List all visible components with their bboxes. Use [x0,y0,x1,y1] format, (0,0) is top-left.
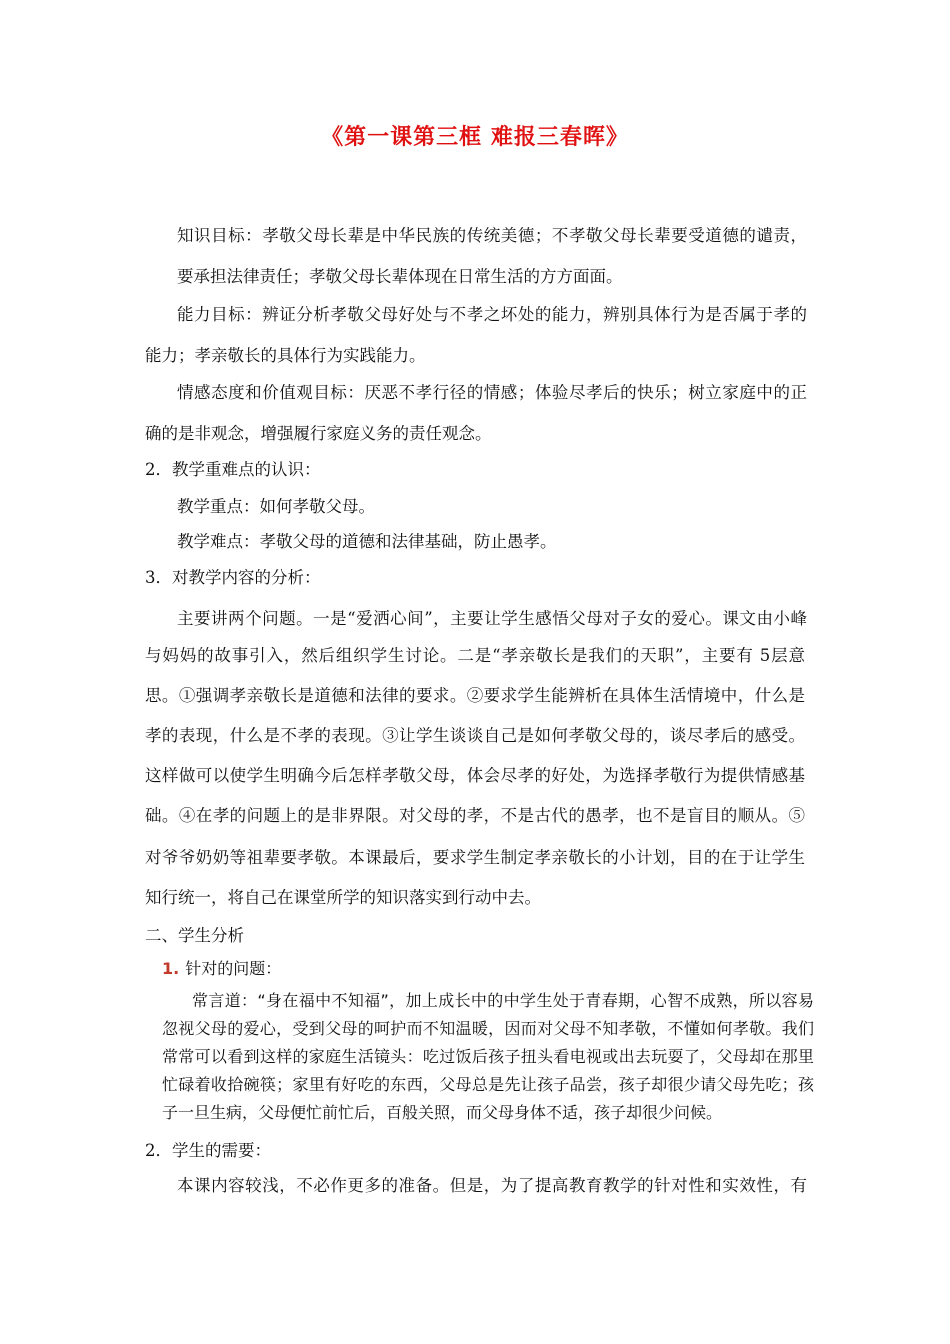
section-2-heading: 2．教学重难点的认识： [145,460,321,479]
analysis-line-2: 与妈妈的故事引入，然后组织学生讨论。二是“孝亲敬长是我们的天职”，主要有 5层意 [145,646,805,665]
inset-line-5: 子一旦生病，父母便忙前忙后，百般关照，而父母身体不适，孩子却很少问候。 [162,1103,723,1122]
analysis-line-5: 这样做可以使学生明确今后怎样孝敬父母，体会尽孝的好处，为选择孝敬行为提供情感基 [145,766,805,785]
inset-heading [162,956,281,979]
document-title: 《第一课第三框 难报三春晖》 [321,125,629,150]
ability-objective-line-2: 能力；孝亲敬长的具体行为实践能力。 [145,346,426,365]
teaching-key-point: 教学重点：如何孝敬父母。 [177,497,375,516]
student-needs-heading: 2．学生的需要： [145,1141,271,1160]
teaching-difficult-point: 教学难点：孝敬父母的道德和法律基础，防止愚孝。 [177,532,557,551]
inset-line-2: 忽视父母的爱心，受到父母的呵护而不知温暖，因而对父母不知孝敬，不懂如何孝敬。我们 [162,1019,814,1038]
inset-line-3: 常常可以看到这样的家庭生活镜头：吃过饭后孩子扭头看电视或出去玩耍了，父母却在那里 [162,1047,814,1066]
emotion-objective-line-2: 确的是非观念，增强履行家庭义务的责任观念。 [145,424,492,443]
analysis-line-4: 孝的表现，什么是不孝的表现。③让学生谈谈自己是如何孝敬父母的，谈尽孝后的感受。 [145,726,805,745]
inset-heading-text: 针对的问题： [185,959,282,978]
knowledge-objective-line-1: 知识目标：孝敬父母长辈是中华民族的传统美德；不孝敬父母长辈要受道德的谴责， [177,226,807,245]
analysis-line-6: 础。④在孝的问题上的是非界限。对父母的孝，不是古代的愚孝，也不是盲目的顺从。⑤ [145,806,805,825]
student-needs-line-1: 本课内容较浅，不必作更多的准备。但是，为了提高教育教学的针对性和实效性，有 [177,1176,807,1195]
inset-number: 1. [162,959,180,978]
ability-objective-line-1: 能力目标：辨证分析孝敬父母好处与不孝之坏处的能力，辨别具体行为是否属于孝的 [177,305,807,324]
emotion-objective-line-1: 情感态度和价值观目标：厌恶不孝行径的情感；体验尽孝后的快乐；树立家庭中的正 [177,383,807,402]
inset-line-1: 常言道：“身在福中不知福”，加上成长中的中学生处于青春期，心智不成熟，所以容易 [192,991,814,1010]
analysis-line-3: 思。①强调孝亲敬长是道德和法律的要求。②要求学生能辨析在具体生活情境中，什么是 [145,686,805,705]
section-3-heading: 3．对教学内容的分析： [145,568,321,587]
knowledge-objective-line-2: 要承担法律责任；孝敬父母长辈体现在日常生活的方方面面。 [177,267,623,286]
inset-line-4: 忙碌着收拾碗筷；家里有好吃的东西，父母总是先让孩子品尝，孩子却很少请父母先吃；孩 [162,1075,814,1094]
analysis-line-8: 知行统一，将自己在课堂所学的知识落实到行动中去。 [145,888,541,907]
analysis-line-7: 对爷爷奶奶等祖辈要孝敬。本课最后，要求学生制定孝亲敬长的小计划，目的在于让学生 [145,848,805,867]
student-analysis-heading: 二、学生分析 [145,926,244,945]
analysis-line-1: 主要讲两个问题。一是“爱洒心间”，主要让学生感悟父母对子女的爱心。课文由小峰 [177,609,807,628]
